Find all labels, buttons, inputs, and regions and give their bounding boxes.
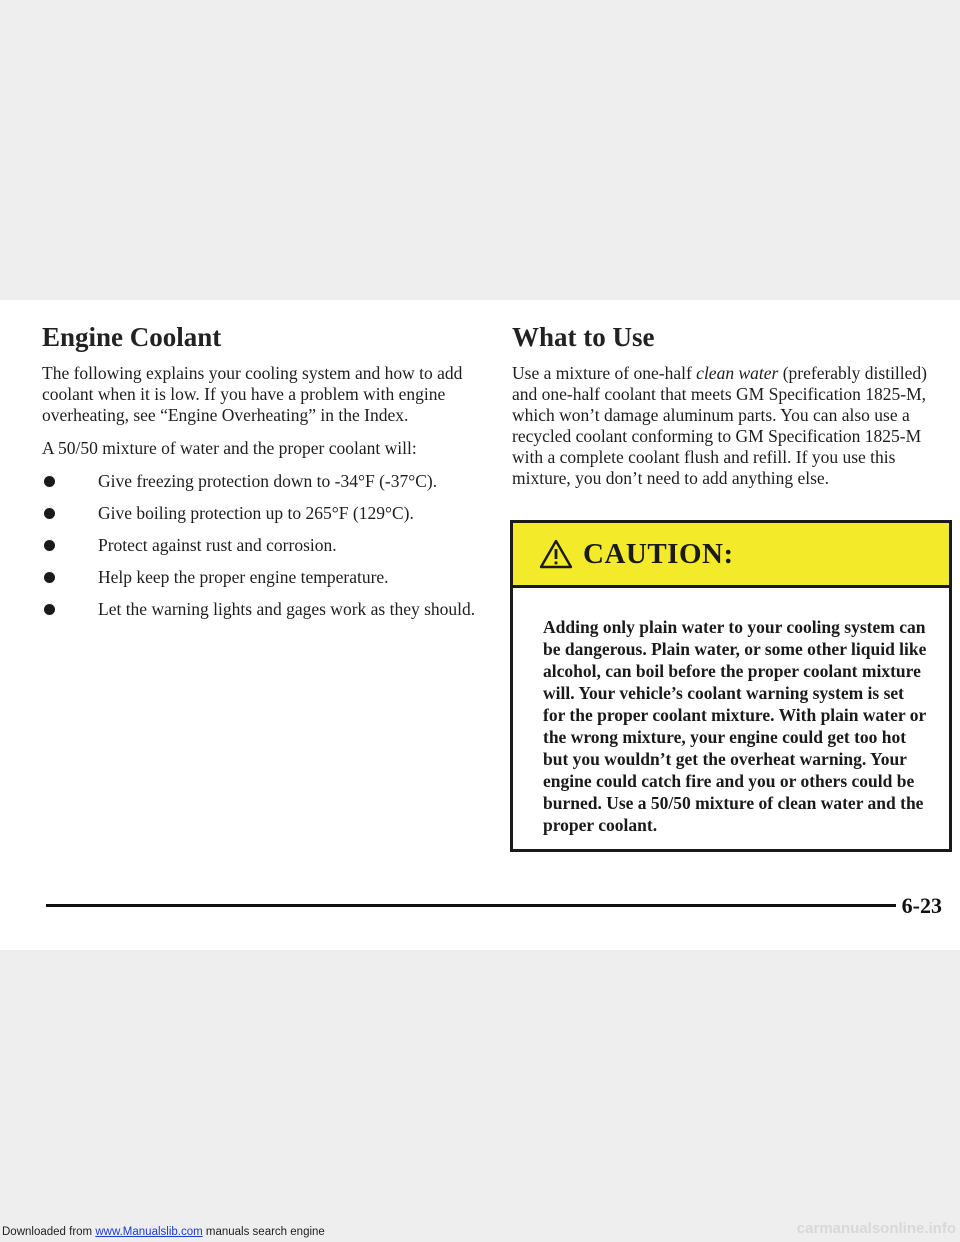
coolant-benefits-list <box>42 471 482 620</box>
what-to-use-paragraph: Use a mixture of one-half clean water (preferably distilled) and one-half coolant that meets GM Specification 1825-M, which won’t damage aluminum parts. You can also use a recycled coolant conforming to GM Specification 1825-M with a complete coolant flush and refill. If you use this mixture, you don’t need to add anything else. <box>512 363 928 488</box>
warning-triangle-icon <box>539 539 573 569</box>
bullet-icon <box>44 476 55 487</box>
engine-coolant-heading: Engine Coolant <box>42 322 222 352</box>
caution-box <box>510 520 952 852</box>
bullet-icon <box>44 604 55 615</box>
download-banner: Downloaded from www.Manualslib.com manuals search engine <box>2 1226 325 1238</box>
list-item: Help keep the proper engine temperature. <box>42 567 482 588</box>
footer-rule <box>46 904 896 907</box>
caution-title: CAUTION: <box>583 537 734 570</box>
list-item: Let the warning lights and gages work as they should. <box>42 599 482 620</box>
list-item: Protect against rust and corrosion. <box>42 535 482 556</box>
what-to-use-heading: What to Use <box>512 322 655 352</box>
watermark-text: carmanualsonline.info <box>796 1220 956 1237</box>
coolant-intro-paragraph: The following explains your cooling system and how to add coolant when it is low. If you have a problem with engine overheating, see “Engine Overheating” in the Index. <box>42 363 463 425</box>
list-item: Give boiling protection up to 265°F (129°C). <box>42 503 482 524</box>
caution-text: Adding only plain water to your cooling system can be dangerous. Plain water, or some other liquid like alcohol, can boil before the proper coolant mixture will. Your vehicle’s coolant warning system is set for the proper coolant mixture. With plain water or the wrong mixture, your engine could get too hot but you wouldn’t get the overheat warning. Your engine could catch fire and you or others could be burned. Use a 50/50 mixture of clean water and the proper coolant. <box>543 617 927 835</box>
list-item: Give freezing protection down to -34°F (-37°C). <box>42 471 482 492</box>
caution-header <box>513 523 949 588</box>
engine-coolant-section <box>42 322 482 631</box>
bullet-icon <box>44 508 55 519</box>
page-number: 6-23 <box>901 893 942 918</box>
manualslib-link[interactable]: www.Manualslib.com <box>95 1226 203 1238</box>
bullet-icon <box>44 572 55 583</box>
bullet-icon <box>44 540 55 551</box>
mixture-lead-paragraph: A 50/50 mixture of water and the proper coolant will: <box>42 438 417 458</box>
what-to-use-section <box>512 322 948 501</box>
